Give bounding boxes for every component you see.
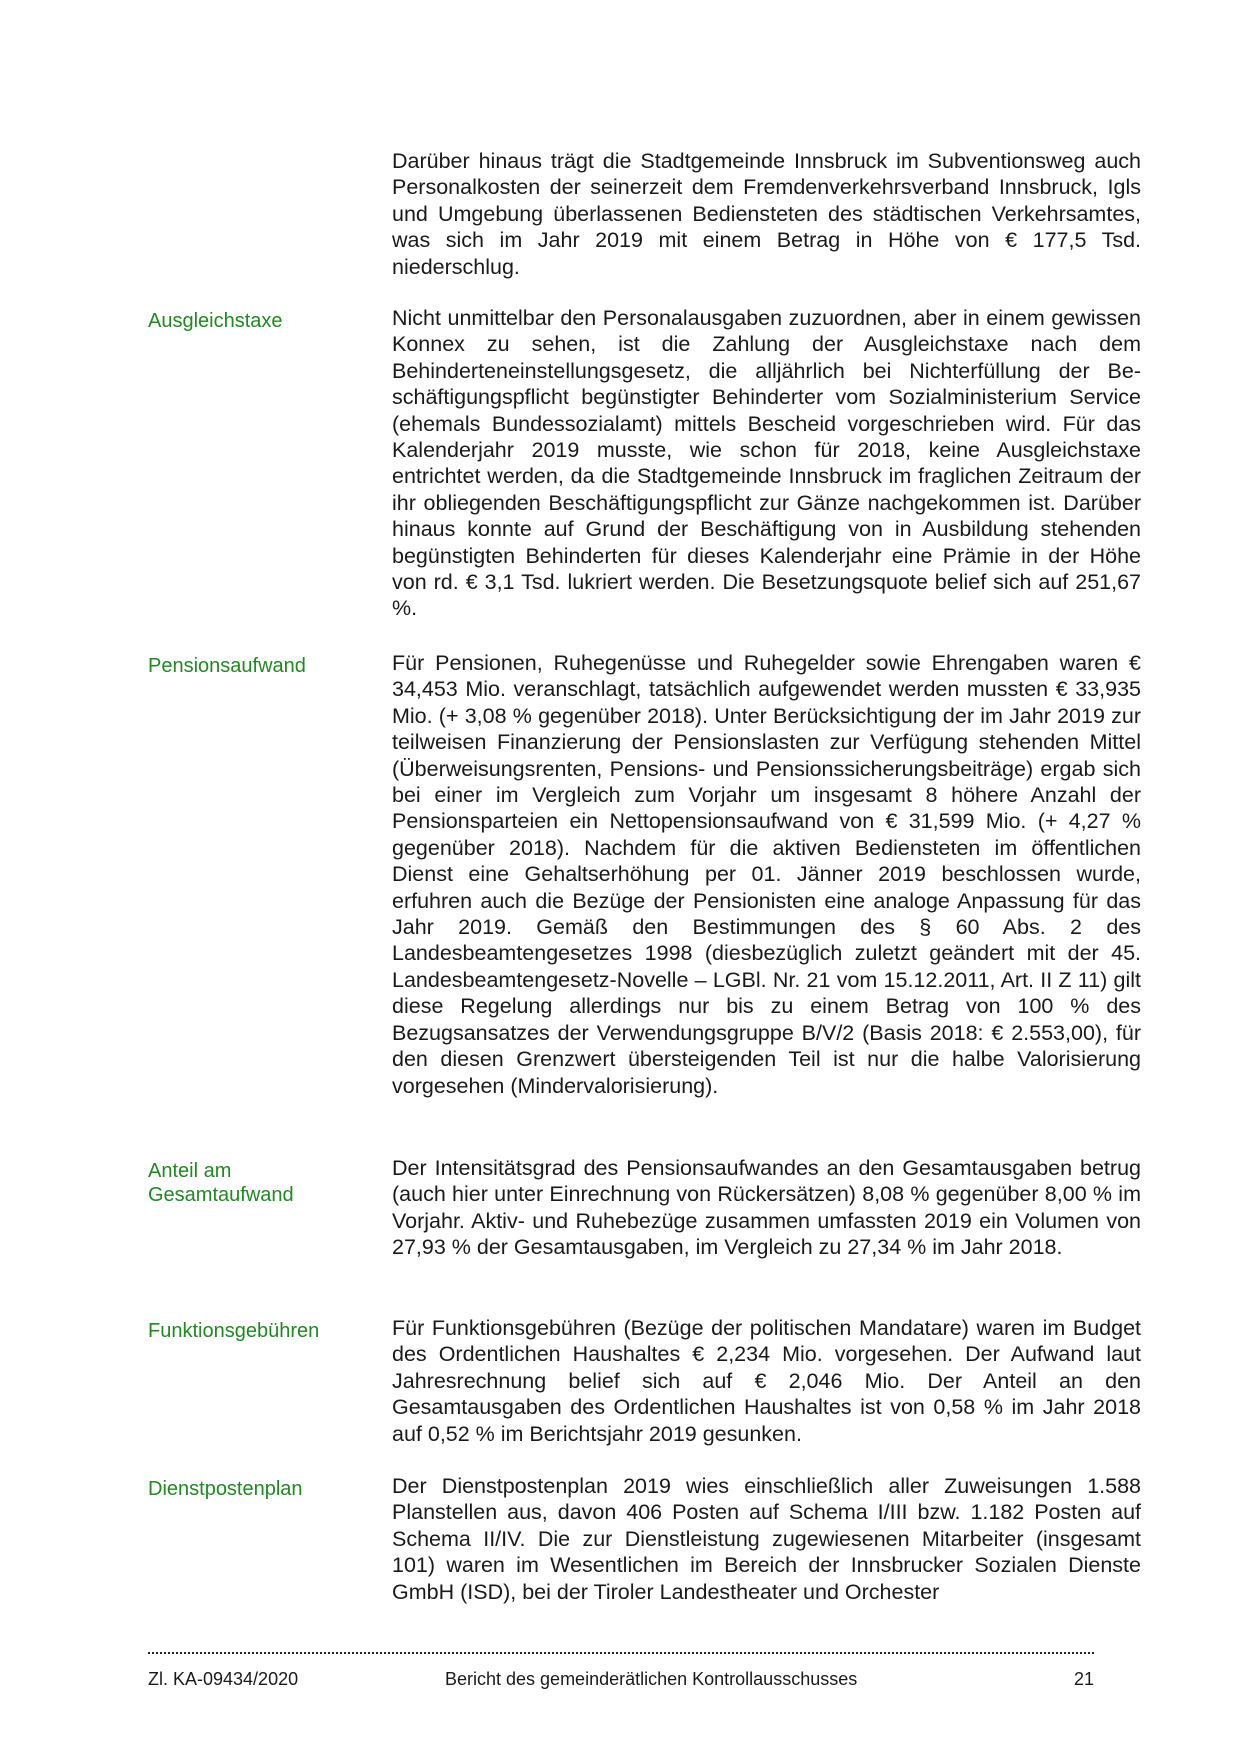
page-number: 21 bbox=[1073, 1669, 1094, 1689]
footer-title: Bericht des gemeinderätlichen Kontrollausschusses bbox=[445, 1669, 858, 1689]
margin-label: Anteil am Gesamtaufwand bbox=[148, 1160, 294, 1206]
paragraph: Nicht unmittelbar den Personalausgaben zuzuordnen, aber in einem gewissen Konnex zu sehen, ist die Zahlung der Ausgleichstaxe nach dem Behinderteneinstellungsgesetz, die alljährlich bei Nichterfüllung der Beschäftigungspflicht begünstigter Behinderter vom Sozialministerium Service (ehemals Bundessozialamt) mittels Bescheid vorgeschrieben wird. Für das Kalenderjahr 2019 musste, wie schon für 2018, keine Ausgleichstaxe entrichtet werden, da die Stadtgemeinde Innsbruck im fraglichen Zeitraum der ihr obliegenden Beschäftigungspflicht zur Gänze nachgekommen ist. Darüber hinaus konnte auf Grund der Beschäftigung von in Ausbildung stehenden begünstigten Behinderten für dieses Kalenderjahr eine Prämie in der Höhe von rd. € 3,1 Tsd. lukriert werden. Die Besetzungsquote belief sich auf 251,67 %. bbox=[392, 306, 1141, 621]
margin-label: Pensionsaufwand bbox=[148, 655, 306, 677]
paragraph: Darüber hinaus trägt die Stadtgemeinde Innsbruck im Subventionsweg auch Personalkosten der seinerzeit dem Fremdenverkehrsverband Innsbruck, Igls und Umgebung überlassenen Bediensteten des städtischen Verkehrsamtes, was sich im Jahr 2019 mit einem Betrag in Höhe von € 177,5 Tsd. niederschlug. bbox=[392, 149, 1141, 279]
paragraph: Für Pensionen, Ruhegenüsse und Ruhegelder sowie Ehrengaben waren € 34,453 Mio. veranschlagt, tatsächlich aufgewendet werden mussten € 33,935 Mio. (+ 3,08 % gegenüber 2018). Unter Berücksichtigung der im Jahr 2019 zur teilweisen Finanzierung der Pensionslasten zur Verfügung stehenden Mittel (Überweisungsrenten, Pensions- und Pensionssicherungsbeiträge) ergab sich bei einer im Vergleich zum Vorjahr um insgesamt 8 höhere Anzahl der Pensionsparteien ein Nettopensionsaufwand von € 31,599 Mio. (+ 4,27 % gegenüber 2018). Nachdem für die aktiven Bediensteten im öffentlichen Dienst eine Gehaltserhöhung per 01. Jänner 2019 beschlossen wurde, erfuhren auch die Bezüge der Pensionisten eine analoge Anpassung für das Jahr 2019. Gemäß den Bestimmungen des § 60 Abs. 2 des Landesbeamtengesetzes 1998 (diesbezüglich zuletzt geändert mit der 45. Landesbeamtengesetz-Novelle – LGBl. Nr. 21 vom 15.12.2011, Art. II Z 11) gilt diese Regelung allerdings nur bis zu einem Betrag von 100 % des Bezugsansatzes der Verwendungsgruppe B/V/2 (Basis 2018: € 2.553,00), für den diesen Grenzwert übersteigenden Teil ist nur die halbe Valorisierung vorgesehen (Mindervalorisierung). bbox=[392, 651, 1141, 1098]
paragraph: Der Intensitätsgrad des Pensionsaufwandes an den Gesamtausgaben betrug (auch hier unter Einrechnung von Rückersätzen) 8,08 % gegenüber 8,00 % im Vorjahr. Aktiv- und Ruhebezüge zusammen umfassten 2019 ein Volumen von 27,93 % der Gesamtausgaben, im Vergleich zu 27,34 % im Jahr 2018. bbox=[392, 1156, 1141, 1260]
margin-label: Dienstpostenplan bbox=[148, 1478, 303, 1500]
margin-label: Ausgleichstaxe bbox=[148, 310, 283, 332]
margin-label: Funktionsgebühren bbox=[148, 1320, 320, 1342]
footer-reference: Zl. KA-09434/2020 bbox=[148, 1669, 299, 1689]
footer-divider bbox=[148, 1652, 1094, 1654]
paragraph: Der Dienstpostenplan 2019 wies einschließlich aller Zuweisungen 1.588 Planstellen aus, davon 406 Posten auf Schema I/III bzw. 1.182 Posten auf Schema II/IV. Die zur Dienstleistung zugewiesenen Mitarbeiter (insgesamt 101) waren im Wesentlichen im Bereich der Innsbrucker Sozialen Dienste GmbH (ISD), bei der Tiroler Landestheater und Orchester bbox=[392, 1474, 1141, 1604]
paragraph: Für Funktionsgebühren (Bezüge der politischen Mandatare) waren im Budget des Ordentlichen Haushaltes € 2,234 Mio. vorgesehen. Der Aufwand laut Jahresrechnung belief sich auf € 2,046 Mio. Der Anteil an den Gesamtausgaben des Ordentlichen Haushaltes ist von 0,58 % im Jahr 2018 auf 0,52 % im Berichtsjahr 2019 gesunken. bbox=[392, 1316, 1141, 1446]
